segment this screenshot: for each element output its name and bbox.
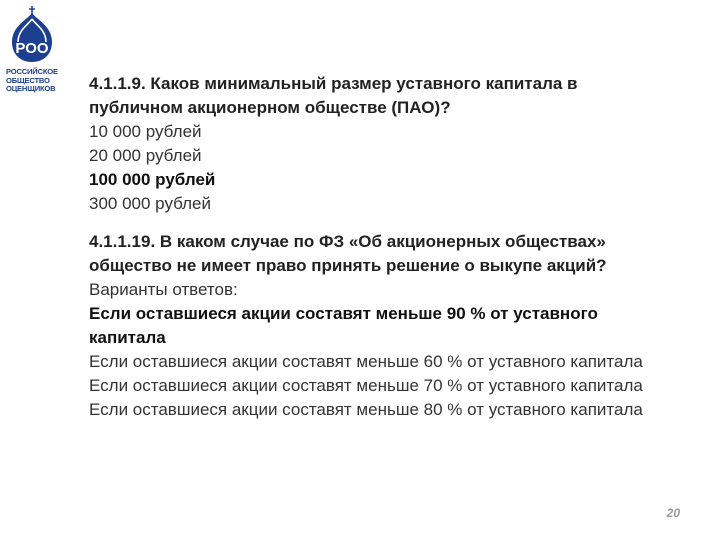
answer-option: 10 000 рублей [89,122,202,141]
page-number: 20 [666,506,680,520]
logo-line: ОЦЕНЩИКОВ [6,84,56,94]
answers-label: Варианты ответов: [89,280,238,299]
answer-option: Если оставшиеся акции составят меньше 60 % от уставного капитала [89,352,643,371]
answer-option: 300 000 рублей [89,194,211,213]
answer-option: 20 000 рублей [89,146,202,165]
dome-emblem-icon [6,6,58,64]
logo-caption [6,68,64,94]
logo-mark-text: РОО [15,40,49,57]
question-title: 4.1.1.19. В каком случае по ФЗ «Об акционерных обществах» общество не имеет право принять решение о выкупе акций? [89,232,607,275]
logo-line: РОССИЙСКОЕ [6,67,58,76]
question-block-2 [89,230,669,422]
answer-option: Если оставшиеся акции составят меньше 70 % от уставного капитала [89,376,643,395]
logo [6,6,64,94]
answer-option-correct: 100 000 рублей [89,170,216,189]
question-block-1 [89,72,669,216]
question-title: 4.1.1.9. Каков минимальный размер уставного капитала в публичном акционерном обществе (ПАО)? [89,74,578,117]
answer-option: Если оставшиеся акции составят меньше 80 % от уставного капитала [89,400,643,419]
logo-line: ОБЩЕСТВО [6,75,50,85]
answer-option-correct: Если оставшиеся акции составят меньше 90 % от уставного капитала [89,304,598,347]
